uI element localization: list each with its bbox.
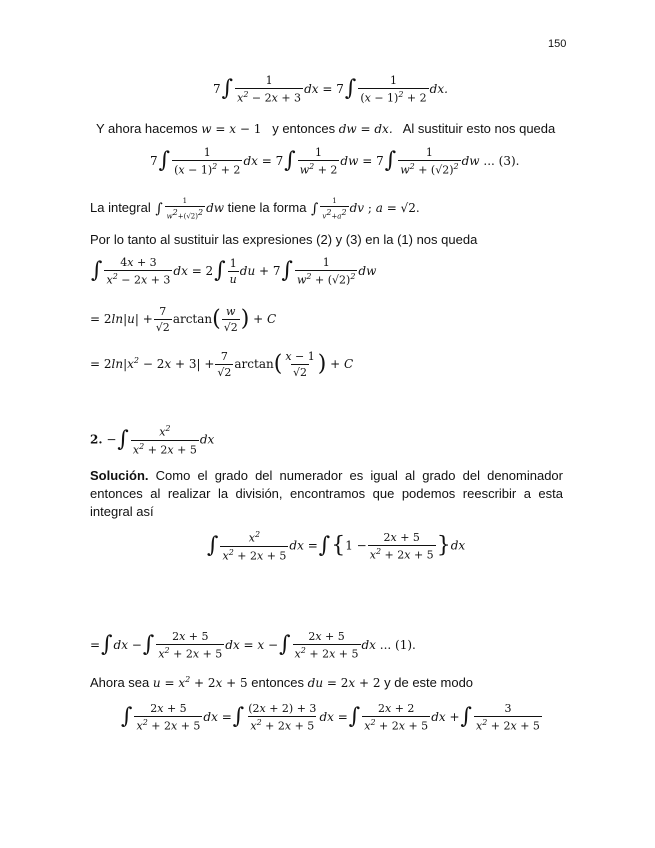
equation-division: ∫ $\frac{x^2}{x^2 + 2x + 5}$ dx =∫{1 − $\frac{2x + 5}{x^2 + 2x + 5}$ }dx	[207, 530, 466, 563]
equation-3: 7∫ $\frac{1}{(x - 1)^2 + 2}$ dx = 7∫ $\frac{1}{w^2 + 2}$ dw = 7∫ $\frac{1}{w^2 + (√2)^2}$ dw ... (3).	[150, 146, 520, 177]
text-line-ahora-sea: Ahora sea $u = x^2 + 2x + 5$ entonces du = 2x + 2 y de este modo	[90, 675, 474, 690]
text-entonces: entonces	[251, 675, 305, 690]
text-line-integral-form: La integral ∫ $\frac{1}{w^2+(√2)^2}$ dw tiene la forma ∫ $\frac{1}{v^2+a^2}$ dv ; a = √2.	[90, 197, 420, 221]
eq-ref-1: ... (1).	[379, 637, 416, 652]
equation-result-u: = 2ln|u| + $\frac{7}{√2}$ arctan( $\frac{w}{√2}$ ) + C	[90, 305, 277, 334]
text-ahora-sea: Ahora sea	[90, 675, 150, 690]
problem-number: 2.	[90, 432, 103, 447]
text-y-ahora: Y ahora hacemos	[96, 121, 198, 136]
text-y-entonces: y entonces	[272, 121, 336, 136]
solucion-label: Solución.	[90, 468, 149, 483]
text-line-substitution: Y ahora hacemos w = x − 1 y entonces dw = dx. Al sustituir esto nos queda	[96, 121, 556, 136]
solution-paragraph	[90, 467, 563, 521]
text-de-este-modo: y de este modo	[384, 675, 474, 690]
text-por-lo-tanto: Por lo tanto al sustituir las expresiones (2) y (3) en la (1) nos queda	[90, 232, 478, 247]
equation-1-split: =∫dx −∫ $\frac{2x + 5}{x^2 + 2x + 5}$ dx = x −∫ $\frac{2x + 5}{x^2 + 2x + 5}$ dx ... (1).	[90, 630, 416, 661]
page-number: 150	[548, 38, 567, 50]
solucion-text: Como el grado del numerador es igual al grado del denominador entonces al realizar la división, encontramos que podemos reescribir a esta integral así	[90, 468, 563, 519]
text-la-integral: La integral	[90, 200, 151, 216]
eq-ref-3: ... (3).	[483, 153, 520, 168]
equation-final-split: ∫ $\frac{2x + 5}{x^2 + 2x + 5}$ dx =∫ $\frac{(2x + 2) + 3}{x^2 + 2x + 5}$ dx =∫ $\frac{2x + 2}{x^2 + 2x + 5}$ dx +∫ $\frac{3}{x^2 + 2x + 5}$	[121, 702, 540, 733]
equation-1: 7∫ $\frac{1}{x^2 - 2x + 3}$ dx = 7∫ $\frac{1}{(x - 1)^2 + 2}$ dx.	[213, 74, 448, 105]
problem-2-statement: 2. −∫ $\frac{x^2}{x^2 + 2x + 5}$ dx	[90, 424, 215, 457]
text-tiene-la-forma: tiene la forma	[227, 200, 307, 216]
equation-main-integral: ∫ $\frac{4x + 3}{x^2 - 2x + 3}$ dx = 2∫ $\frac{1}{u}$ du + 7∫ $\frac{1}{w^2 + (√2)^2}$ dw	[91, 256, 377, 287]
equation-result-x: = $2\ln|x^2 - 2x + 3|$ + $\frac{7}{√2}$ arctan( $\frac{x - 1}{√2}$ ) + C	[90, 350, 354, 379]
text-al-sustituir: Al sustituir esto nos queda	[402, 121, 556, 136]
